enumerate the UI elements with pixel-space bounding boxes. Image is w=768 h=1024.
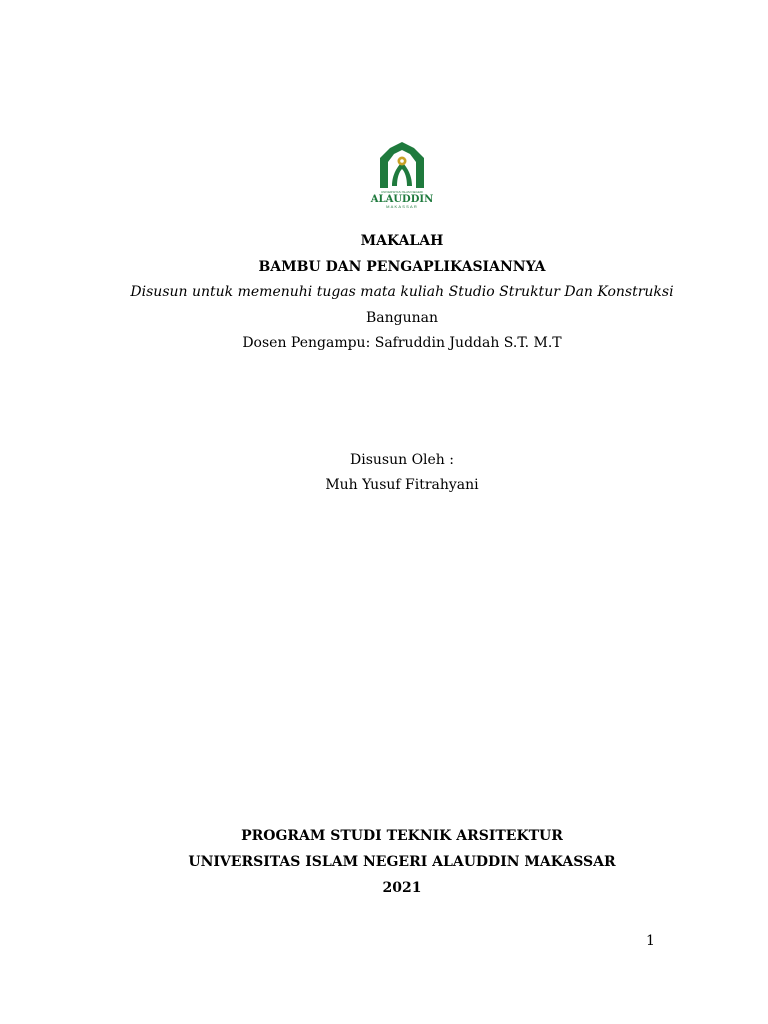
page-number: 1 xyxy=(646,933,655,949)
study-program: PROGRAM STUDI TEKNIK ARSITEKTUR xyxy=(241,828,563,844)
university-logo xyxy=(368,140,436,210)
document-title: BAMBU DAN PENGAPLIKASIANNYA xyxy=(258,259,546,275)
year: 2021 xyxy=(382,880,422,896)
logo-tagline: UNIVERSITAS ISLAM NEGERI xyxy=(381,190,423,194)
university-name: UNIVERSITAS ISLAM NEGERI ALAUDDIN MAKASSAR xyxy=(188,854,616,870)
author-name: Muh Yusuf Fitrahyani xyxy=(325,477,479,493)
lecturer-line: Dosen Pengampu: Safruddin Juddah S.T. M.T xyxy=(242,335,562,351)
author-label: Disusun Oleh : xyxy=(350,452,454,468)
purpose-line-1: Disusun untuk memenuhi tugas mata kuliah Studio Struktur Dan Konstruksi xyxy=(130,284,674,300)
logo-city: MAKASSAR xyxy=(386,204,418,209)
logo-name: ALAUDDIN xyxy=(370,194,434,205)
purpose-line-2: Bangunan xyxy=(365,310,438,326)
document-type: MAKALAH xyxy=(360,233,444,249)
